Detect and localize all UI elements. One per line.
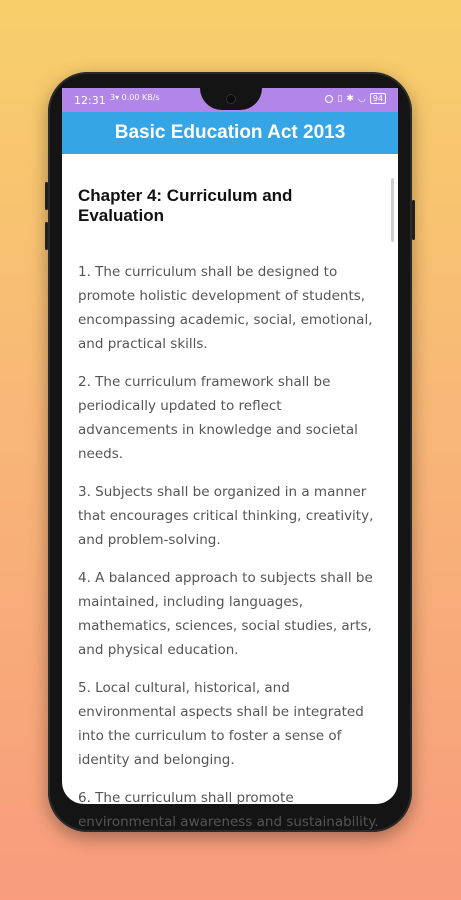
status-time: 12:31 [74, 94, 106, 107]
wifi-icon: ◡ [357, 93, 366, 104]
phone-frame [48, 72, 412, 832]
paragraph: 5. Local cultural, historical, and environmental aspects shall be integrated into the curriculum to foster a sense of identity and belonging. [78, 680, 364, 768]
camera-icon [226, 94, 236, 104]
paragraph: 6. The curriculum shall promote environmental awareness and sustainability. [78, 790, 379, 830]
paragraph: 4. A balanced approach to subjects shall be maintained, including languages, mathematics, sciences, social studies, arts, and physical education. [78, 570, 373, 658]
status-icons [325, 93, 386, 104]
paragraph-list [78, 260, 380, 834]
bluetooth-icon: ✱ [346, 93, 354, 104]
paragraph: 2. The curriculum framework shall be periodically updated to reflect advancements in knowledge and societal needs. [78, 374, 358, 462]
app-title: Basic Education Act 2013 [114, 122, 346, 143]
paragraph: 1. The curriculum shall be designed to promote holistic development of students, encompassing academic, social, emotional, and practical skills. [78, 264, 373, 352]
scrollbar[interactable] [391, 178, 394, 242]
power-button [412, 200, 415, 240]
chapter-title: Chapter 4: Curriculum and Evaluation [78, 186, 293, 225]
vibrate-icon: ▯ [337, 93, 343, 104]
app-bar [62, 112, 398, 154]
screen [62, 88, 398, 830]
battery-icon: 94 [370, 93, 386, 104]
paragraph: 3. Subjects shall be organized in a manner that encourages critical thinking, creativity, and problem-solving. [78, 484, 374, 548]
network-speed: 3▾ 0.00 KB/s [110, 93, 160, 102]
volume-up-button [45, 182, 48, 210]
volume-down-button [45, 222, 48, 250]
alarm-icon [325, 95, 333, 103]
document-content[interactable] [62, 154, 398, 830]
